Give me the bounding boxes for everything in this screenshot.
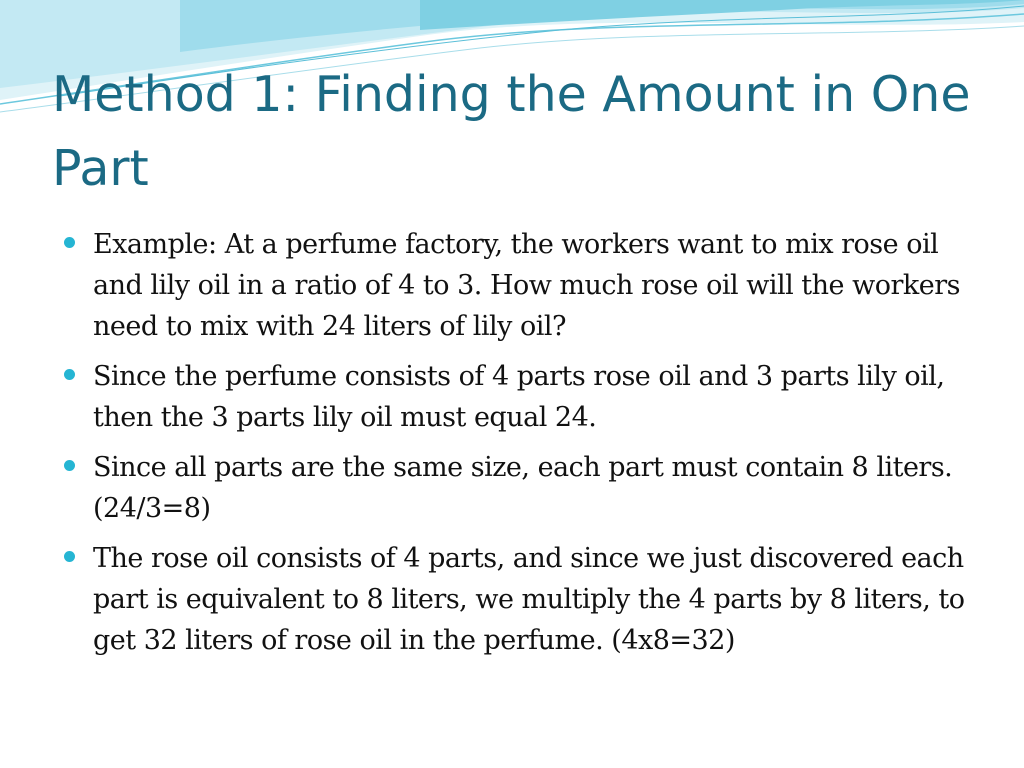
bullet-text: Since the perfume consists of 4 parts rose oil and 3 parts lily oil, then the 3 parts lily oil must equal 24. <box>93 361 945 433</box>
bullet-dot-icon <box>64 237 75 248</box>
bullet-item <box>60 447 980 529</box>
bullet-list <box>60 224 980 670</box>
slide-title: Method 1: Finding the Amount in One Part <box>52 66 971 197</box>
bullet-dot-icon <box>64 460 75 471</box>
bullet-item <box>60 356 980 438</box>
bullet-text: Since all parts are the same size, each part must contain 8 liters. (24/3=8) <box>93 452 953 524</box>
bullet-dot-icon <box>64 551 75 562</box>
bullet-text: Example: At a perfume factory, the workers want to mix rose oil and lily oil in a ratio of 4 to 3. How much rose oil will the workers need to mix with 24 liters of lily oil? <box>93 229 960 342</box>
bullet-text: The rose oil consists of 4 parts, and since we just discovered each part is equivalent to 8 liters, we multiply the 4 parts by 8 liters, to get 32 liters of rose oil in the perfume. (4x8=32) <box>93 543 965 656</box>
bullet-item <box>60 224 980 347</box>
bullet-item <box>60 538 980 661</box>
bullet-dot-icon <box>64 369 75 380</box>
